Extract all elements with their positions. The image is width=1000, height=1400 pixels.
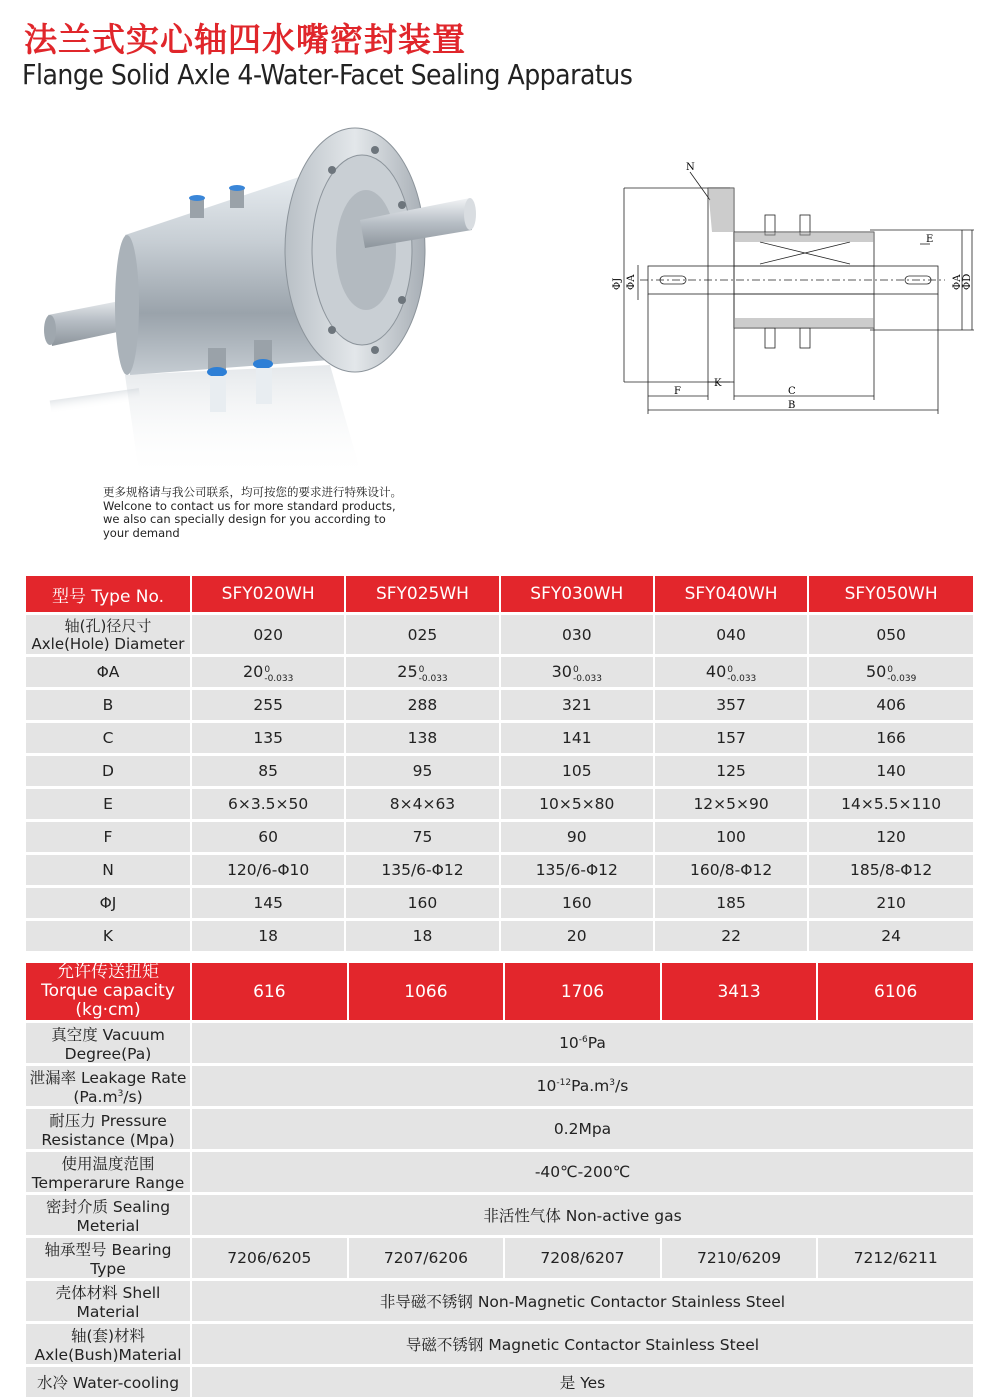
bearing-value: 7212/6211 <box>818 1238 973 1278</box>
table-cell: 141 <box>501 723 653 753</box>
model-name: SFY025WH <box>346 576 498 612</box>
row-label: K <box>26 921 190 951</box>
table-cell: 24 <box>809 921 973 951</box>
tolerance-base: 20 <box>242 662 264 682</box>
table-row <box>26 789 973 819</box>
table-row <box>26 1066 973 1106</box>
temperature-value: -40℃-200℃ <box>192 1152 973 1192</box>
tolerance-upper: 0 <box>727 664 733 675</box>
row-label: D <box>26 756 190 786</box>
row-label: E <box>26 789 190 819</box>
table-cell: 025 <box>346 615 498 654</box>
table-cell: 20 <box>501 921 653 951</box>
table-cell: 125 <box>655 756 807 786</box>
row-label: B <box>26 690 190 720</box>
torque-value: 1706 <box>505 963 660 1020</box>
technical-drawing <box>600 160 980 420</box>
table-row <box>26 822 973 852</box>
table-cell: 135 <box>192 723 344 753</box>
table-cell: 406 <box>809 690 973 720</box>
table-cell: 357 <box>655 690 807 720</box>
vacuum-value <box>192 1023 973 1063</box>
table-cell: 135/6-Φ12 <box>501 855 653 885</box>
table-row <box>26 756 973 786</box>
row-label: ΦA <box>26 657 190 687</box>
model-name: SFY050WH <box>809 576 973 612</box>
table-cell: 020 <box>192 615 344 654</box>
drawing-label-f: F <box>674 386 681 397</box>
tolerance-lower: -0.039 <box>887 673 917 684</box>
leak-label-sup: 3 <box>117 1088 124 1099</box>
note-en-2: we also can specially design for you according to <box>103 512 386 526</box>
diameter-label <box>26 615 190 654</box>
row-label: 真空度 Vacuum Degree(Pa) <box>26 1023 190 1063</box>
contact-note <box>103 486 402 540</box>
row-label: 水冷 Water-cooling <box>26 1367 190 1397</box>
note-cn: 更多规格请与我公司联系，均可按您的要求进行特殊设计。 <box>103 485 402 499</box>
torque-label-cn: 允许传送扭矩 <box>57 962 159 982</box>
table-cell: 6×3.5×50 <box>192 789 344 819</box>
table-cell: 185/8-Φ12 <box>809 855 973 885</box>
bearing-value: 7210/6209 <box>662 1238 817 1278</box>
leak-unit-sup: 3 <box>609 1077 616 1088</box>
bearing-value: 7206/6205 <box>192 1238 347 1278</box>
table-row <box>26 855 973 885</box>
table-row <box>26 615 973 654</box>
table-row <box>26 1324 973 1364</box>
row-label: 耐压力 Pressure Resistance (Mpa) <box>26 1109 190 1149</box>
table-cell: 140 <box>809 756 973 786</box>
torque-label <box>26 963 190 1020</box>
drawing-label-n: N <box>686 162 695 173</box>
model-name: SFY030WH <box>501 576 653 612</box>
cooling-value: 是 Yes <box>192 1367 973 1397</box>
page-title-cn: 法兰式实心轴四水嘴密封装置 <box>24 20 466 59</box>
product-photo <box>30 110 530 490</box>
table-cell: 166 <box>809 723 973 753</box>
table-cell: 12×5×90 <box>655 789 807 819</box>
tolerance-lower: -0.033 <box>572 673 602 684</box>
drawing-label-e: E <box>926 234 934 245</box>
tolerance-upper: 0 <box>887 664 894 675</box>
note-en-3: your demand <box>103 525 180 540</box>
vacuum-exp: -6 <box>578 1034 588 1045</box>
type-label: 型号 Type No. <box>26 576 190 612</box>
row-label: ΦJ <box>26 888 190 918</box>
model-name: SFY040WH <box>655 576 807 612</box>
table-cell: 100 <box>655 822 807 852</box>
table-row <box>26 888 973 918</box>
note-en-1: Welcone to contact us for more standard products, <box>103 498 396 513</box>
table-cell: 135/6-Φ12 <box>346 855 498 885</box>
tolerance-upper: 0 <box>264 664 271 675</box>
leak-base: 10 <box>536 1077 557 1095</box>
spec-table <box>24 573 975 954</box>
row-label: 使用温度范围 Temperarure Range <box>26 1152 190 1192</box>
torque-label-en: Torque capacity (kg·cm) <box>41 981 175 1020</box>
torque-value: 1066 <box>349 963 504 1020</box>
vacuum-unit: Pa <box>587 1034 606 1052</box>
leak-exp: -12 <box>556 1077 572 1088</box>
table-cell: 160/8-Φ12 <box>655 855 807 885</box>
row-label: N <box>26 855 190 885</box>
table-cell: 85 <box>192 756 344 786</box>
drawing-label-j: ΦJ <box>612 277 623 290</box>
table-row <box>26 1367 973 1397</box>
diameter-label-cn: 轴(孔)径尺寸 <box>64 616 152 635</box>
table-cell: 321 <box>501 690 653 720</box>
table-cell: 160 <box>501 888 653 918</box>
row-label: 密封介质 Sealing Meterial <box>26 1195 190 1235</box>
torque-value: 6106 <box>818 963 973 1020</box>
tolerance-lower: -0.033 <box>727 673 757 684</box>
pressure-value: 0.2Mpa <box>192 1109 973 1149</box>
table-row <box>26 1195 973 1235</box>
tolerance-upper: 0 <box>572 664 579 675</box>
table-row <box>26 723 973 753</box>
table-cell: 90 <box>501 822 653 852</box>
bearing-value: 7207/6206 <box>349 1238 504 1278</box>
table-cell: 10×5×80 <box>501 789 653 819</box>
table-cell: 160 <box>346 888 498 918</box>
torque-value: 3413 <box>662 963 817 1020</box>
table-cell: 030 <box>501 615 653 654</box>
table-cell: 255 <box>192 690 344 720</box>
table-cell: 050 <box>809 615 973 654</box>
shell-value: 非导磁不锈钢 Non-Magnetic Contactor Stainless Steel <box>192 1281 973 1321</box>
axle-value: 导磁不锈钢 Magnetic Contactor Stainless Steel <box>192 1324 973 1364</box>
table-cell <box>192 657 344 687</box>
vacuum-base: 10 <box>559 1034 579 1052</box>
table-cell: 288 <box>346 690 498 720</box>
drawing-label-a-right: ΦA <box>952 274 963 290</box>
row-label: F <box>26 822 190 852</box>
table-cell <box>655 657 807 687</box>
model-name: SFY020WH <box>192 576 344 612</box>
tolerance-base: 40 <box>705 662 727 682</box>
table-cell: 14×5.5×110 <box>809 789 973 819</box>
table-row <box>26 1238 973 1278</box>
leak-unit-post: /s <box>615 1077 629 1095</box>
table-cell <box>809 657 973 687</box>
table-row <box>26 1281 973 1321</box>
tolerance-base: 30 <box>551 662 572 682</box>
spec-header-row <box>26 576 973 612</box>
row-label: 壳体材料 Shell Material <box>26 1281 190 1321</box>
table-cell: 120 <box>809 822 973 852</box>
table-cell: 75 <box>346 822 498 852</box>
table-cell: 040 <box>655 615 807 654</box>
table-row <box>26 921 973 951</box>
table-row <box>26 657 973 687</box>
table-row <box>26 1023 973 1063</box>
table-cell: 60 <box>192 822 344 852</box>
table-cell: 8×4×63 <box>346 789 498 819</box>
table-cell: 105 <box>501 756 653 786</box>
table-cell: 185 <box>655 888 807 918</box>
table-row <box>26 690 973 720</box>
drawing-label-b: B <box>788 400 796 411</box>
table-cell: 22 <box>655 921 807 951</box>
drawing-label-c: C <box>788 386 796 397</box>
tolerance-base: 50 <box>865 662 887 682</box>
tolerance-upper: 0 <box>418 664 425 675</box>
table-cell <box>346 657 498 687</box>
torque-row <box>26 963 973 1020</box>
table-cell: 120/6-Φ10 <box>192 855 344 885</box>
row-label: 轴承型号 Bearing Type <box>26 1238 190 1278</box>
row-label: C <box>26 723 190 753</box>
drawing-label-d: ΦD <box>962 273 973 290</box>
page-title-en: Flange Solid Axle 4-Water-Facet Sealing Apparatus <box>22 58 633 91</box>
leak-unit: Pa.m <box>571 1077 610 1095</box>
table-cell: 210 <box>809 888 973 918</box>
table-cell: 95 <box>346 756 498 786</box>
table-cell <box>501 657 653 687</box>
diameter-label-en: Axle(Hole) Diameter <box>31 634 185 653</box>
tolerance-lower: -0.033 <box>418 673 448 684</box>
table-cell: 157 <box>655 723 807 753</box>
torque-value: 616 <box>192 963 347 1020</box>
tolerance-base: 25 <box>397 662 418 682</box>
table-cell: 138 <box>346 723 498 753</box>
table-cell: 18 <box>346 921 498 951</box>
tolerance-lower: -0.033 <box>264 673 294 684</box>
row-label <box>26 1066 190 1106</box>
leak-label-pre: 泄漏率 Leakage Rate (Pa.m <box>29 1069 187 1106</box>
table-row <box>26 1109 973 1149</box>
leak-value <box>192 1066 973 1106</box>
drawing-label-a-left: ΦA <box>626 274 637 290</box>
table-row <box>26 1152 973 1192</box>
leak-label-post: /s) <box>123 1088 143 1106</box>
table-cell: 145 <box>192 888 344 918</box>
bearing-value: 7208/6207 <box>505 1238 660 1278</box>
row-label: 轴(套)材料 Axle(Bush)Material <box>26 1324 190 1364</box>
drawing-label-k: K <box>714 378 722 389</box>
performance-table <box>24 960 975 1400</box>
medium-value: 非活性气体 Non-active gas <box>192 1195 973 1235</box>
table-cell: 18 <box>192 921 344 951</box>
